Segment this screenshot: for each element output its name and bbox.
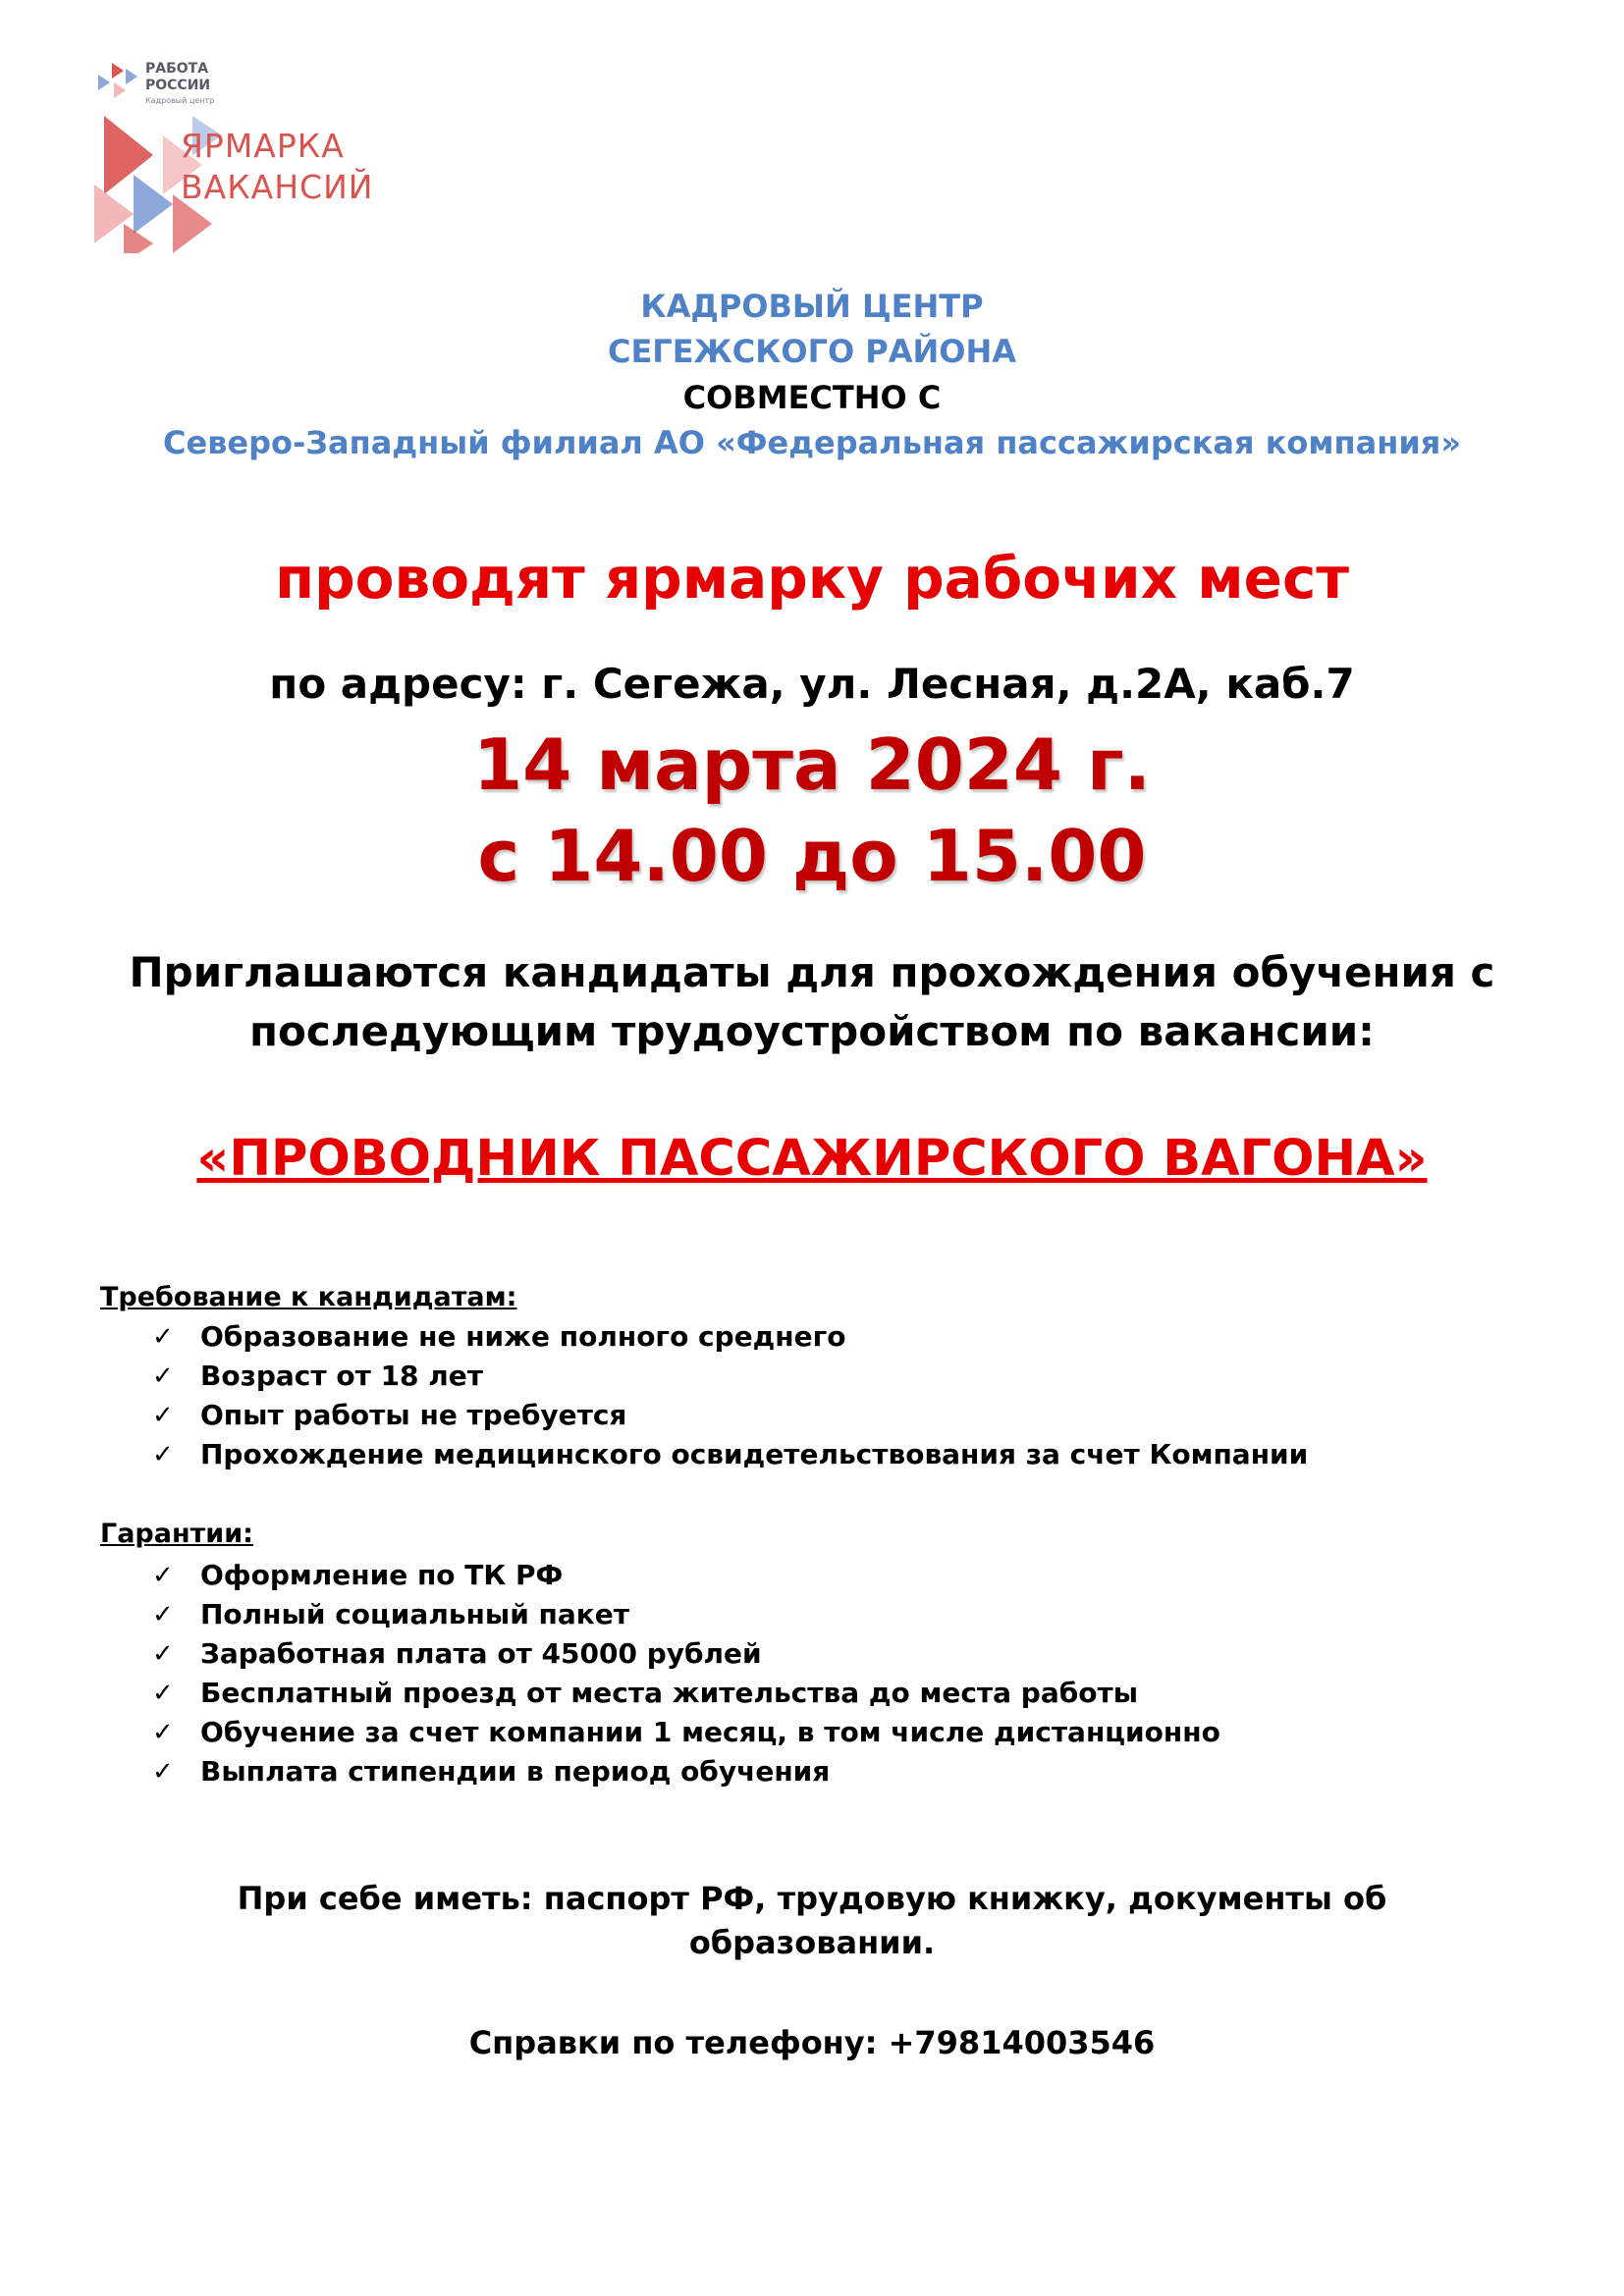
logo-line-2: РОССИИ bbox=[145, 78, 211, 93]
check-icon: ✓ bbox=[152, 1322, 174, 1352]
guarantees-heading: Гарантии: bbox=[100, 1519, 253, 1549]
guarantee-text: Бесплатный проезд от места жительства до места работы bbox=[200, 1677, 1139, 1709]
event-title: проводят ярмарку рабочих мест bbox=[275, 545, 1349, 612]
logo-fair-text bbox=[181, 126, 373, 208]
list-item bbox=[152, 1435, 1308, 1474]
list-item bbox=[152, 1357, 1308, 1396]
invite-line-2: последующим трудоустройством по вакансии: bbox=[249, 1007, 1375, 1055]
requirement-text: Опыт работы не требуется bbox=[200, 1399, 627, 1431]
header-line-2: СЕГЕЖСКОГО РАЙОНА bbox=[607, 333, 1017, 370]
check-icon: ✓ bbox=[152, 1401, 174, 1430]
header-line-1: КАДРОВЫЙ ЦЕНТР bbox=[640, 288, 984, 325]
header-line-3: СОВМЕСТНО С bbox=[682, 379, 942, 416]
check-icon: ✓ bbox=[152, 1639, 174, 1669]
guarantee-text: Выплата стипендии в период обучения bbox=[200, 1755, 831, 1788]
list-item bbox=[152, 1317, 1308, 1357]
requirement-text: Прохождение медицинского освидетельствования за счет Компании bbox=[200, 1438, 1309, 1470]
check-icon: ✓ bbox=[152, 1757, 174, 1787]
list-item bbox=[152, 1713, 1220, 1752]
requirements-heading: Требование к кандидатам: bbox=[100, 1282, 517, 1312]
logo-big-line-2: ВАКАНСИЙ bbox=[181, 168, 374, 206]
check-icon: ✓ bbox=[152, 1600, 174, 1629]
event-time: с 14.00 до 15.00 bbox=[477, 815, 1147, 897]
bring-line-2: образовании. bbox=[688, 1924, 936, 1961]
requirements-list bbox=[152, 1317, 1308, 1474]
requirement-text: Возраст от 18 лет bbox=[200, 1360, 484, 1392]
guarantee-text: Оформление по ТК РФ bbox=[200, 1559, 564, 1591]
logo-subtitle: Кадровый центр bbox=[145, 96, 215, 105]
list-item bbox=[152, 1674, 1220, 1713]
phone-line: Справки по телефону: +79814003546 bbox=[468, 2024, 1156, 2061]
guarantee-text: Обучение за счет компании 1 месяц, в том числе дистанционно bbox=[200, 1716, 1220, 1748]
check-icon: ✓ bbox=[152, 1440, 174, 1469]
vacancy-text: «ПРОВОДНИК ПАССАЖИРСКОГО ВАГОНА» bbox=[196, 1130, 1428, 1188]
guarantee-text: Заработная плата от 45000 рублей bbox=[200, 1637, 762, 1670]
check-icon: ✓ bbox=[152, 1362, 174, 1391]
logo-brand-text bbox=[145, 61, 210, 94]
list-item bbox=[152, 1396, 1308, 1435]
list-item bbox=[152, 1556, 1220, 1595]
requirement-text: Образование не ниже полного среднего bbox=[200, 1320, 846, 1353]
list-item bbox=[152, 1595, 1220, 1634]
list-item bbox=[152, 1752, 1220, 1791]
event-date: 14 марта 2024 г. bbox=[472, 723, 1152, 806]
vacancy-title bbox=[0, 1130, 1624, 1188]
bring-line-1: При себе иметь: паспорт РФ, трудовую книжку, документы об bbox=[237, 1880, 1387, 1917]
check-icon: ✓ bbox=[152, 1679, 174, 1708]
logo-line-1: РАБОТА bbox=[145, 61, 209, 77]
check-icon: ✓ bbox=[152, 1561, 174, 1590]
list-item bbox=[152, 1634, 1220, 1674]
check-icon: ✓ bbox=[152, 1718, 174, 1747]
header-line-4: Северо-Западный филиал АО «Федеральная пассажирская компания» bbox=[162, 424, 1461, 461]
logo-emblem-icon bbox=[94, 57, 153, 106]
event-address: по адресу: г. Сегежа, ул. Лесная, д.2А, каб.7 bbox=[269, 660, 1355, 708]
invite-line-1: Приглашаются кандидаты для прохождения обучения с bbox=[129, 948, 1495, 996]
guarantees-list bbox=[152, 1556, 1220, 1791]
logo-big-line-1: ЯРМАРКА bbox=[181, 127, 345, 165]
guarantee-text: Полный социальный пакет bbox=[200, 1598, 630, 1630]
